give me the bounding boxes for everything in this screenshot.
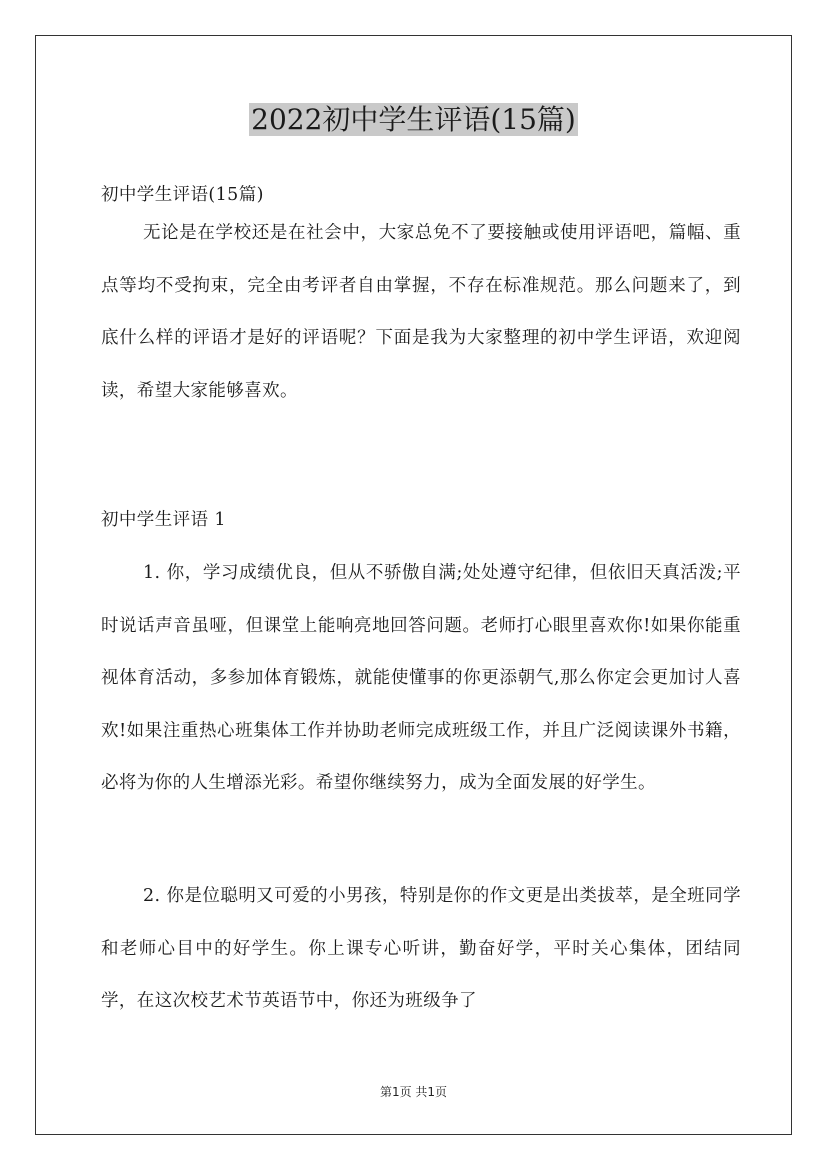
- document-title: [0, 100, 827, 140]
- document-title-text: 2022初中学生评语(15篇): [251, 103, 576, 136]
- page-footer: 第1页 共1页: [379, 1085, 448, 1099]
- section-heading: 初中学生评语 1: [101, 510, 226, 530]
- document-subtitle: 初中学生评语(15篇): [101, 185, 264, 205]
- comment-paragraph-1: 1. 你，学习成绩优良，但从不骄傲自满;处处遵守纪律，但依旧天真活泼;平时说话声音虽哑，但课堂上能响亮地回答问题。老师打心眼里喜欢你!如果你能重视体育活动，多参加体育锻炼，就能使懂事的你更添朝气,那么你定会更加讨人喜欢!如果注重热心班集体工作并协助老师完成班级工作，并且广泛阅读课外书籍，必将为你的人生增添光彩。希望你继续努力，成为全面发展的好学生。: [101, 563, 741, 793]
- comment-paragraph-2: 2. 你是位聪明又可爱的小男孩，特别是你的作文更是出类拔萃，是全班同学和老师心目中的好学生。你上课专心听讲，勤奋好学，平时关心集体，团结同学，在这次校艺术节英语节中，你还为班级争了: [101, 886, 741, 1011]
- intro-paragraph: 无论是在学校还是在社会中，大家总免不了要接触或使用评语吧，篇幅、重点等均不受拘束，完全由考评者自由掌握，不存在标准规范。那么问题来了，到底什么样的评语才是好的评语呢？下面是我为大家整理的初中学生评语，欢迎阅读，希望大家能够喜欢。: [101, 223, 741, 401]
